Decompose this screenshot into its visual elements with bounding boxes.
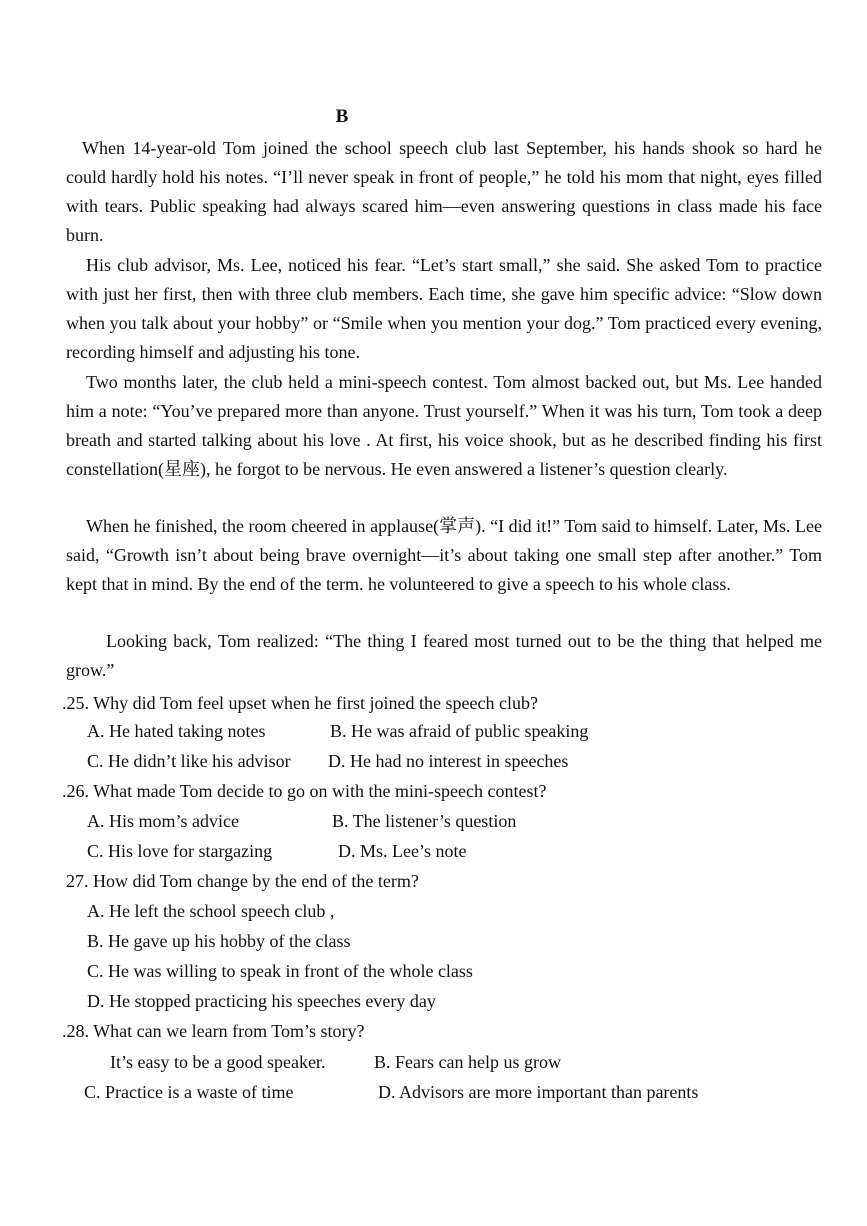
question-26-option-c: C. His love for stargazing [87, 841, 273, 861]
question-26-stem: .26. What made Tom decide to go on with the mini-speech contest? [62, 781, 547, 801]
question-27-option-b: B. He gave up his hobby of the class [87, 931, 351, 951]
question-28-option-d: D. Advisors are more important than parents [378, 1082, 699, 1102]
question-27-option-d: D. He stopped practicing his speeches every day [87, 991, 436, 1011]
question-25-option-a: A. He hated taking notes [87, 721, 266, 741]
question-26-option-a: A. His mom’s advice [87, 811, 239, 831]
question-25-stem: .25. Why did Tom feel upset when he first joined the speech club? [62, 693, 538, 713]
question-27-option-c: C. He was willing to speak in front of the whole class [87, 961, 473, 981]
question-28-option-a: It’s easy to be a good speaker. [110, 1052, 326, 1072]
passage-paragraph-3: Two months later, the club held a mini-speech contest. Tom almost backed out, but Ms. Lee handed him a note: “You’ve prepared more than anyone. Trust yourself.” When it was his turn, Tom took a deep breath and started talking about his love . At first, his voice shook, but as he described finding his first constellation(星座), he forgot to be nervous. He even answered a listener’s question clearly. [66, 372, 822, 479]
question-28-option-c: C. Practice is a waste of time [84, 1082, 294, 1102]
question-25-option-c: C. He didn’t like his advisor [87, 751, 291, 771]
question-25-option-b: B. He was afraid of public speaking [330, 721, 589, 741]
passage-paragraph-5: Looking back, Tom realized: “The thing I feared most turned out to be the thing that helped me grow.” [66, 631, 822, 680]
question-28-option-b: B. Fears can help us grow [374, 1052, 561, 1072]
question-28-stem: .28. What can we learn from Tom’s story? [62, 1021, 365, 1041]
question-25-option-d: D. He had no interest in speeches [328, 751, 569, 771]
question-26-option-d: D. Ms. Lee’s note [338, 841, 467, 861]
passage-paragraph-2: His club advisor, Ms. Lee, noticed his fear. “Let’s start small,” she said. She asked Tom to practice with just her first, then with three club members. Each time, she gave him specific advice: “Slow down when you talk about your hobby” or “Smile when you mention your dog.” Tom practiced every evening, recording himself and adjusting his tone. [66, 255, 822, 362]
question-26-option-b: B. The listener’s question [332, 811, 517, 831]
question-27-option-a: A. He left the school speech club , [87, 901, 335, 921]
passage-paragraph-1: When 14-year-old Tom joined the school speech club last September, his hands shook so hard he could hardly hold his notes. “I’ll never speak in front of people,” he told his mom that night, eyes filled with tears. Public speaking had always scared him—even answering questions in class made his face burn. [66, 138, 822, 245]
section-heading: B [335, 106, 349, 127]
passage-paragraph-4: When he finished, the room cheered in applause(掌声). “I did it!” Tom said to himself. Later, Ms. Lee said, “Growth isn’t about being brave overnight—it’s about taking one small step after another.” Tom kept that in mind. By the end of the term. he volunteered to give a speech to his whole class. [66, 516, 822, 594]
question-27-stem: 27. How did Tom change by the end of the term? [66, 871, 419, 891]
